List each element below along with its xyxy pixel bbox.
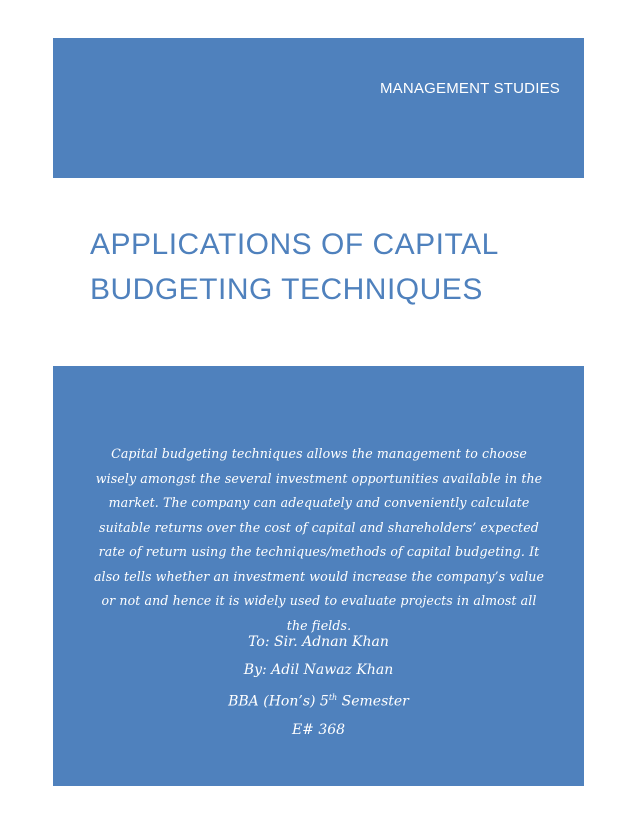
program-ordinal: th xyxy=(328,693,338,702)
title-line-2: BUDGETING TECHNIQUES xyxy=(90,273,483,306)
abstract-band xyxy=(53,366,584,786)
header-band xyxy=(53,38,584,178)
credits-block xyxy=(53,628,584,744)
document-title xyxy=(90,222,590,312)
credit-roll: E# 368 xyxy=(291,721,346,738)
title-line-1: APPLICATIONS OF CAPITAL xyxy=(90,228,499,261)
subject-label: MANAGEMENT STUDIES xyxy=(379,80,560,97)
credit-by: By: Adil Nawaz Khan xyxy=(243,662,394,678)
credit-to: To: Sir. Adnan Khan xyxy=(248,634,389,650)
abstract-text: Capital budgeting techniques allows the management to choose wisely amongst the several investment opportunities available in the market. The company can adequately and conveniently calculate suitable returns over the cost of capital and shareholders’ expected rate of return using the techniques/methods of capital budgeting. It also tells whether an investment would increase the company’s value or not and hence it is widely used to evaluate projects in almost all the fields. xyxy=(93,446,545,633)
program-suffix: Semester xyxy=(337,693,409,710)
program-prefix: BBA (Hon’s) 5 xyxy=(228,693,329,710)
credit-program xyxy=(53,684,584,716)
